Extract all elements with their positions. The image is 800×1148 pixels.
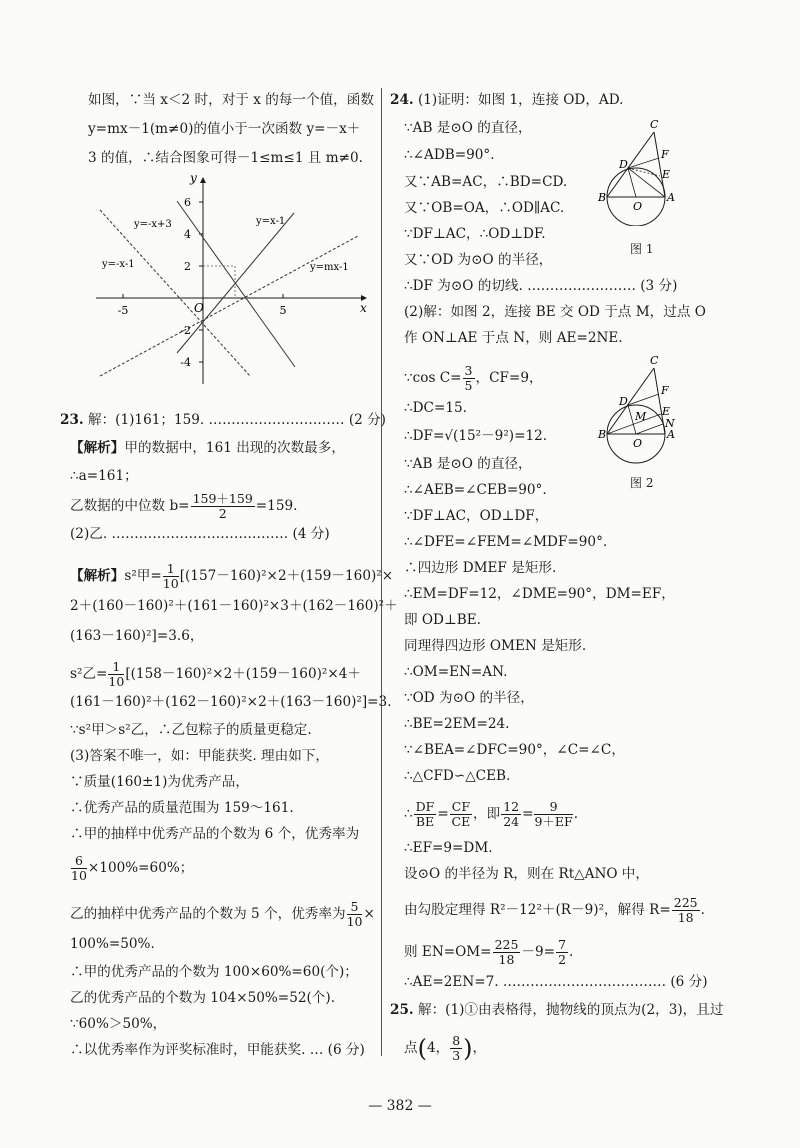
- text: －9=: [521, 944, 556, 960]
- point-label: E: [662, 405, 671, 418]
- denominator: 10: [162, 576, 179, 591]
- point-label: O: [633, 200, 643, 213]
- text: =: [522, 806, 534, 822]
- radius-line: [404, 896, 705, 925]
- text-line: 解：(1)161；159. ………………………… (2 分): [87, 412, 386, 428]
- text-line: ∴优秀产品的质量范围为 159～161.: [70, 800, 294, 816]
- text-line: (163－160)²]=3.6，: [70, 628, 204, 644]
- denominator: 10: [108, 674, 125, 689]
- point-label: D: [619, 395, 628, 408]
- y-tick-label: 4: [184, 228, 191, 241]
- cos-line: [404, 364, 543, 393]
- text-line: ∴EM=DF=12，∠DME=90°，DM=EF，: [404, 586, 675, 602]
- text-line: ∴∠ADB=90°.: [404, 147, 495, 163]
- text: [(157－160)²×2＋(159－160)²×: [179, 568, 394, 584]
- numerator: DF: [415, 799, 435, 814]
- question-number: 23.: [60, 412, 84, 428]
- numerator: 1: [163, 562, 179, 577]
- text-line: ∴DC=15.: [404, 400, 467, 416]
- text-line: ∴甲的优秀产品的个数为 100×60%=60(个)；: [70, 964, 358, 980]
- text-line: 作 ON⊥AE 于点 N，则 AE=2NE.: [404, 330, 623, 346]
- text-line: ∴BE=2EM=24.: [404, 716, 510, 732]
- text-line: ∵质量(160±1)为优秀产品，: [70, 774, 249, 790]
- variance-line: [70, 660, 361, 689]
- text: ∵cos C=: [404, 370, 462, 386]
- numerator: 5: [347, 900, 363, 915]
- numerator: 3: [464, 363, 473, 378]
- text-line: 乙的优秀产品的个数为 104×50%=52(个).: [70, 990, 336, 1006]
- x-axis-label: x: [360, 301, 367, 315]
- text-line: 又∵OB=OA，∴OD∥AC.: [404, 200, 565, 216]
- text: .: [569, 944, 574, 960]
- text-line: 又∵AB=AC，∴BD=CD.: [404, 174, 568, 190]
- text-line: ∴DF=√(15²－9²)=12.: [404, 428, 548, 444]
- figure-caption: 图 2: [630, 476, 654, 490]
- text: =: [437, 806, 449, 822]
- numerator: 9: [534, 800, 572, 815]
- point-label: D: [619, 158, 628, 171]
- fraction: [450, 800, 472, 829]
- page-number: — 382 —: [368, 1098, 432, 1114]
- y-tick-label: 6: [184, 196, 191, 209]
- text-line: ∴OM=EN=AN.: [404, 664, 508, 680]
- text: .: [700, 902, 705, 918]
- x-tick-label: 5: [279, 304, 287, 317]
- analysis-tag: 【解析】: [70, 568, 125, 584]
- analysis-tag: 【解析】: [70, 440, 125, 456]
- fraction: [556, 938, 568, 967]
- text: s²乙=: [70, 666, 108, 682]
- text: ×100%=60%；: [87, 860, 194, 876]
- text-line: ∴∠AEB=∠CEB=90°.: [404, 482, 547, 498]
- text-line: ∴a=161；: [70, 468, 138, 484]
- text: s²甲=: [124, 568, 162, 584]
- fraction: [163, 562, 179, 591]
- denominator: 18: [498, 952, 515, 967]
- text-line: 即 OD⊥BE.: [404, 612, 481, 628]
- text-line: ∵s²甲＞s²乙，∴乙包粽子的质量更稳定.: [70, 722, 312, 738]
- denominator: 24: [503, 814, 520, 829]
- text: ，: [472, 1040, 487, 1056]
- rate-line: [70, 854, 193, 883]
- point-label: C: [650, 354, 659, 367]
- point-label: B: [598, 428, 607, 441]
- denominator: BE: [415, 814, 435, 829]
- fraction: [534, 800, 572, 829]
- numerator: CF: [451, 799, 470, 814]
- line-label: y=-x+3: [134, 219, 172, 230]
- numerator: 8: [452, 1033, 461, 1048]
- text-line: 2＋(160－160)²＋(161－160)²×3＋(162－160)²＋: [70, 598, 398, 614]
- text-line: ∴∠DFE=∠FEM=∠MDF=90°.: [404, 534, 608, 550]
- text-line: ∴△CFD∽△CEB.: [404, 768, 511, 784]
- line-label: y=mx-1: [310, 262, 349, 273]
- text-line: ∵60%＞50%，: [70, 1016, 167, 1032]
- function-graph: [90, 172, 376, 390]
- fraction: [501, 800, 521, 829]
- text: 由勾股定理得 R²－12²＋(R－9)²，解得 R=: [404, 902, 671, 918]
- origin-label: O: [194, 301, 204, 315]
- point-label: F: [661, 384, 669, 397]
- question-23: [60, 410, 386, 430]
- fraction: [450, 1034, 462, 1063]
- point-line: [404, 1034, 486, 1063]
- text-line: ∵∠BEA=∠DFC=90°，∠C=∠C，: [404, 742, 625, 758]
- line-label: y=x-1: [256, 216, 286, 227]
- question-24: [390, 90, 623, 110]
- question-25: [390, 1000, 723, 1020]
- paren: (: [417, 1034, 427, 1063]
- text-line: ∴AE=2EN=7. ……………………………… (6 分): [404, 974, 708, 990]
- point-label: M: [635, 410, 647, 423]
- text: =159.: [255, 498, 298, 514]
- fraction: [463, 364, 475, 393]
- text: ×: [363, 906, 375, 922]
- geometry-figure-2: [590, 354, 700, 466]
- fraction: [414, 800, 437, 829]
- y-tick-label: 2: [184, 260, 191, 273]
- text-line: (2)解：如图 2，连接 BE 交 OD 于点 M，过点 O: [404, 304, 706, 320]
- paren: ): [463, 1034, 473, 1063]
- fraction: [108, 660, 124, 689]
- point-label: O: [633, 437, 643, 450]
- text-line: (2)乙. ………………………………… (4 分): [70, 526, 330, 542]
- line-label: y=-x-1: [102, 259, 135, 270]
- text-line: y=mx－1(m≠0)的值小于一次函数 y=－x＋: [88, 121, 361, 137]
- text: .: [573, 806, 579, 822]
- point-label: A: [667, 428, 675, 441]
- text-line: (1)证明：如图 1，连接 OD，AD.: [417, 92, 624, 108]
- text-line: 3 的值，∴结合图象可得－1≤m≤1 且 m≠0.: [88, 150, 363, 166]
- denominator: 2: [218, 506, 227, 521]
- text-line: 100%=50%.: [70, 936, 155, 952]
- text: 点: [404, 1040, 418, 1056]
- text-line: 设⊙O 的半径为 R，则在 Rt△ANO 中，: [404, 866, 649, 882]
- text-line: ∵DF⊥AC，∴OD⊥DF.: [404, 226, 546, 242]
- text-line: 解：(1)①由表格得，抛物线的顶点为(2，3)，且过: [417, 1002, 724, 1018]
- variance-line: [70, 562, 393, 591]
- denominator: 3: [452, 1048, 461, 1063]
- text-line: ∴以优秀率作为评奖标准时，甲能获奖. … (6 分): [70, 1042, 365, 1058]
- y-tick-label: -4: [180, 356, 191, 369]
- denominator: 10: [346, 914, 363, 929]
- denominator: 2: [558, 952, 567, 967]
- text-line: 又∵OD 为⊙O 的半径，: [404, 252, 553, 268]
- text-line: ∴甲的抽样中优秀产品的个数为 6 个，优秀率为: [70, 826, 360, 842]
- line-mx-minus-1: [100, 236, 358, 376]
- text: ，即: [473, 806, 501, 822]
- y-axis-label: y: [190, 172, 197, 185]
- point-label: B: [598, 191, 607, 204]
- text-line: ∴四边形 DMEF 是矩形.: [404, 560, 557, 576]
- text: 则 EN=OM=: [404, 944, 492, 960]
- numerator: 159＋159: [192, 491, 253, 506]
- text-line: ∵AB 是⊙O 的直径，: [404, 456, 532, 472]
- point-label: F: [661, 148, 669, 161]
- rate-line: [70, 900, 375, 929]
- text-line: ∵OD 为⊙O 的半径，: [404, 690, 534, 706]
- text-line: 如图，∵当 x＜2 时，对于 x 的每一个值，函数: [88, 92, 374, 108]
- point-label: E: [662, 168, 671, 181]
- analysis-line: [70, 438, 345, 458]
- text: [(158－160)²×2＋(159－160)²×4＋: [125, 666, 361, 682]
- fraction: [191, 492, 255, 521]
- text-line: ∴EF=9=DM.: [404, 840, 493, 856]
- text: ，CF=9，: [475, 370, 543, 386]
- text-line: (3)答案不唯一，如：甲能获奖. 理由如下，: [70, 748, 329, 764]
- fraction: [347, 900, 363, 929]
- denominator: 5: [464, 378, 473, 393]
- denominator: 18: [677, 910, 694, 925]
- numerator: 6: [71, 854, 87, 869]
- text-line: 同理得四边形 OMEN 是矩形.: [404, 638, 587, 654]
- fraction: [672, 896, 700, 925]
- denominator: 9＋EF: [534, 814, 573, 829]
- fraction: [71, 854, 87, 883]
- text-line: ∵AB 是⊙O 的直径，: [404, 120, 532, 136]
- denominator: CE: [451, 814, 471, 829]
- text: 乙数据的中位数 b=: [70, 498, 190, 514]
- fraction: [493, 938, 521, 967]
- text: 乙的抽样中优秀产品的个数为 5 个，优秀率为: [70, 906, 346, 922]
- question-number: 24.: [390, 92, 414, 108]
- point-label: N: [665, 417, 675, 430]
- numerator: 1: [108, 660, 124, 675]
- text: 4，: [426, 1040, 450, 1056]
- text-line: 甲的数据中，161 出现的次数最多，: [124, 440, 345, 456]
- point-label: A: [667, 191, 675, 204]
- denominator: 10: [71, 868, 87, 883]
- text-line: ∵DF⊥AC，OD⊥DF，: [404, 508, 549, 524]
- numerator: 7: [558, 937, 567, 952]
- geometry-figure-1: [590, 118, 700, 226]
- numerator: 12: [503, 799, 520, 814]
- text-line: (161－160)²＋(162－160)²×2＋(163－160)²]=3.: [70, 694, 392, 710]
- line-x-minus-1: [177, 213, 294, 353]
- numerator: 225: [494, 937, 519, 952]
- en-line: [404, 938, 573, 967]
- text: ∴: [404, 806, 413, 822]
- numerator: 225: [673, 895, 698, 910]
- figure-caption: 图 1: [630, 242, 654, 256]
- y-tick-label: -2: [180, 324, 191, 337]
- question-number: 25.: [390, 1002, 414, 1018]
- text-line: ∴DF 为⊙O 的切线. …………………… (3 分): [404, 278, 678, 294]
- ratio-line: [404, 800, 578, 829]
- median-line: [70, 492, 297, 521]
- x-tick-label: -5: [117, 304, 129, 317]
- point-label: C: [650, 118, 659, 131]
